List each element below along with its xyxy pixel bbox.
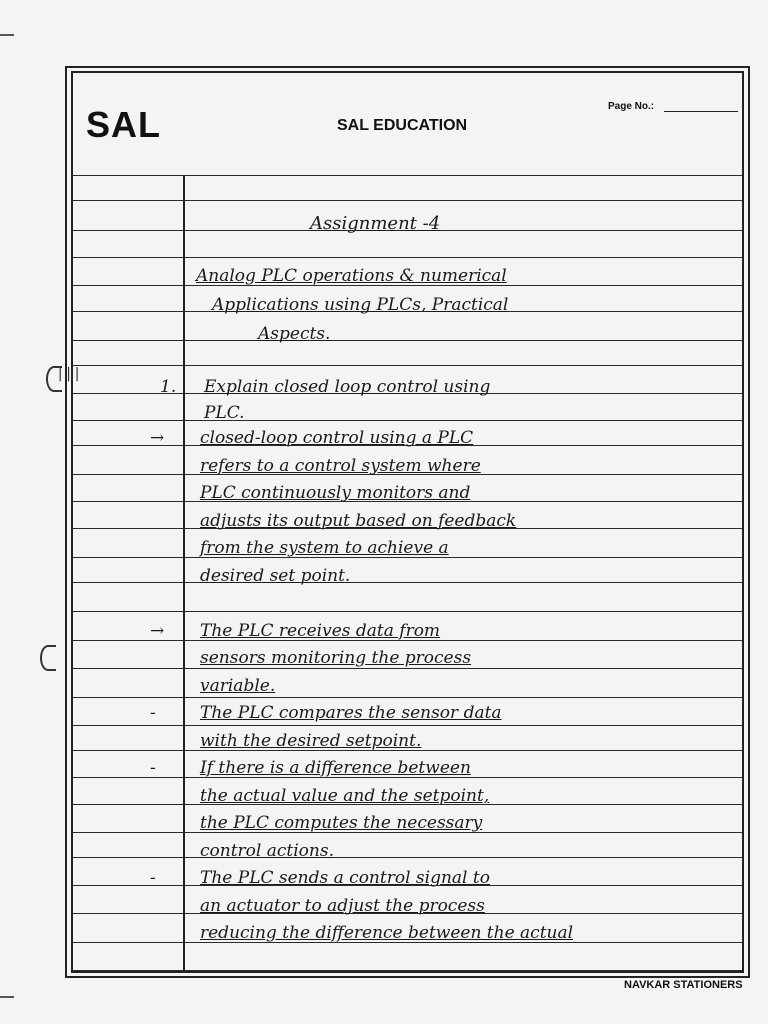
ruled-line xyxy=(73,970,742,971)
ruled-line xyxy=(73,200,742,201)
ruled-line xyxy=(73,420,742,421)
ruled-line xyxy=(73,257,742,258)
answer-bullet: → xyxy=(150,621,165,641)
answer-line: an actuator to adjust the process xyxy=(200,896,485,916)
answer-line: control actions. xyxy=(200,841,334,861)
binder-ticks: ||| xyxy=(56,366,82,382)
answer-line: reducing the difference between the actual xyxy=(200,923,574,943)
answer-line: from the system to achieve a xyxy=(200,538,449,558)
ruled-line xyxy=(73,611,742,612)
ruled-line xyxy=(73,582,742,583)
subject-line: Aspects. xyxy=(258,324,331,344)
ruled-line xyxy=(73,668,742,669)
answer-line: If there is a difference between xyxy=(200,758,471,778)
answer-line: the PLC computes the necessary xyxy=(200,813,483,833)
page-number-line xyxy=(664,111,738,112)
page-number-label: Page No.: xyxy=(608,101,655,112)
answer-line: adjusts its output based on feedback xyxy=(200,511,517,531)
stationer-name: NAVKAR STATIONERS xyxy=(624,979,743,991)
answer-line: The PLC sends a control signal to xyxy=(200,868,490,888)
binder-hole-bottom xyxy=(40,645,56,671)
answer-line: closed-loop control using a PLC xyxy=(200,428,474,448)
ruled-line xyxy=(73,725,742,726)
question-line: PLC. xyxy=(204,403,245,423)
ruled-line xyxy=(73,175,742,176)
subject-line: Analog PLC operations & numerical xyxy=(196,266,507,286)
answer-line: PLC continuously monitors and xyxy=(200,483,471,503)
answer-line: sensors monitoring the process xyxy=(200,648,472,668)
assignment-heading: Assignment -4 xyxy=(310,213,441,234)
answer-bullet: - xyxy=(150,758,156,778)
ruled-line xyxy=(73,697,742,698)
answer-line: desired set point. xyxy=(200,566,351,586)
scan-edge-mark-bottom xyxy=(0,996,14,998)
answer-line: The PLC compares the sensor data xyxy=(200,703,502,723)
answer-bullet: - xyxy=(150,703,156,723)
question-line: Explain closed loop control using xyxy=(204,377,491,397)
ruled-line xyxy=(73,857,742,858)
brand-title: SAL EDUCATION xyxy=(337,117,468,134)
ruled-line xyxy=(73,365,742,366)
question-number: 1. xyxy=(160,377,177,397)
ruled-line xyxy=(73,340,742,341)
answer-line: with the desired setpoint. xyxy=(200,731,422,751)
scan-edge-mark-top xyxy=(0,34,14,36)
subject-line: Applications using PLCs, Practical xyxy=(212,295,509,315)
answer-bullet: - xyxy=(150,868,156,888)
answer-line: The PLC receives data from xyxy=(200,621,441,641)
brand-logo: SAL xyxy=(86,104,161,145)
answer-line: variable. xyxy=(200,676,276,696)
margin-line xyxy=(183,175,185,973)
answer-bullet: → xyxy=(150,428,165,448)
answer-line: refers to a control system where xyxy=(200,456,481,476)
answer-line: the actual value and the setpoint, xyxy=(200,786,490,806)
